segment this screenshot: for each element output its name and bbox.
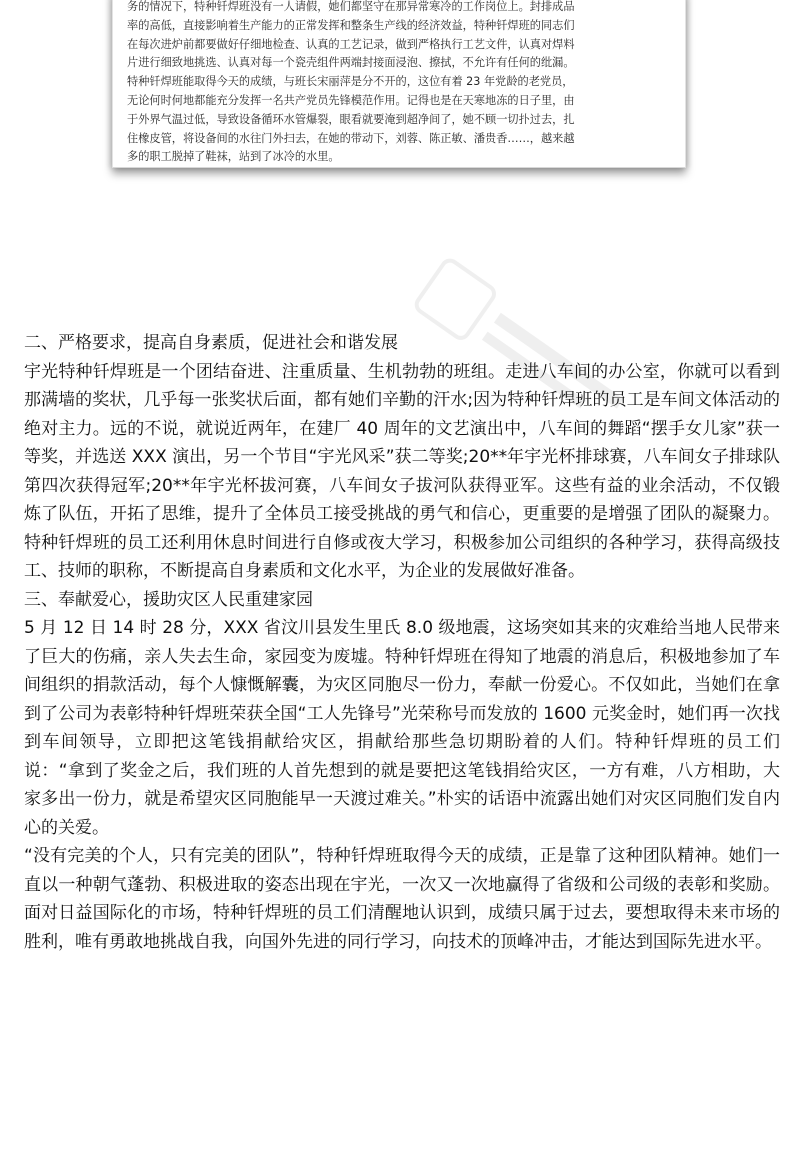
card-line: 片进行细致地挑选、认真对每一个瓷壳组件两端封接面浸泡、擦拭，不允许有任何的纰漏。 [127,56,575,70]
section-heading: 三、奉献爱心，援助灾区人民重建家园 [24,589,313,610]
card-line: 多的职工脱掉了鞋袜，站到了冰冷的水里。 [127,150,340,164]
card-line: 于外界气温过低，导致设备循环水管爆裂，眼看就要淹到超净间了，她不顾一切扑过去，扎 [127,112,575,126]
section-heading: 二、严格要求，提高自身素质，促进社会和谐发展 [24,333,398,353]
paragraph: 宇光特种钎焊班是一个团结奋进、注重质量、生机勃勃的班组。走进八车间的办公室，你就可以看到那满墙的奖状，几乎每一张奖状后面，都有她们辛勤的汗水;因为特种钎焊班的员工是车间文体活动的绝对主力。远的不说，就说近两年，在建厂 40 周年的文艺演出中，八车间的舞蹈“摆手女儿家”获一等奖，并选送 XXX 演出，另一个节目“宇光风采”获二等奖;20**年宇光杯排球赛，八车间女子排球队第四次获得冠军;20**年宇光杯拔河赛，八车间女子拔河队获得亚军。这些有益的业余活动，不仅锻炼了队伍，开拓了思维，提升了全体员工接受挑战的勇气和信心，更重要的是增强了团队的凝聚力。特种钎焊班的员工还利用休息时间进行自修或夜大学习，积极参加公司组织的各种学习，获得高级技工、技师的职称，不断提高自身素质和文化水平，为企业的发展做好准备。 [24,361,780,581]
excerpt-card [112,0,686,168]
article-body [24,329,780,956]
card-line: 务的情况下，特种钎焊班没有一人请假，她们都坚守在那异常寒冷的工作岗位上。封排成品 [127,0,575,13]
card-line: 率的高低，直接影响着生产能力的正常发挥和整条生产线的经济效益，特种钎焊班的同志们 [127,18,575,32]
paragraph: “没有完美的个人，只有完美的团队”，特种钎焊班取得今天的成绩，正是靠了这种团队精神。她们一直以一种朝气蓬勃、积极进取的姿态出现在宇光，一次又一次地赢得了省级和公司级的表彰和奖励。面对日益国际化的市场，特种钎焊班的员工们清醒地认识到，成绩只属于过去，要想取得未来市场的胜利，唯有勇敢地挑战自我，向国外先进的同行学习，向技术的顶峰冲击，才能达到国际先进水平。 [24,846,780,952]
card-line: 在每次进炉前都要做好仔细地检查、认真的工艺记录，做到严格执行工艺文件，认真对焊料 [127,37,575,51]
card-line: 特种钎焊班能取得今天的成绩，与班长宋丽萍是分不开的，这位有着 23 年党龄的老党员， [127,75,574,89]
card-line: 住橡皮管，将设备间的水往门外扫去，在她的带动下，刘蓉、陈正敏、潘贵香……，越来越 [127,131,575,145]
card-line: 无论何时何地都能充分发挥一名共产党员先锋模范作用。记得也是在天寒地冻的日子里，由 [127,93,575,107]
paragraph: 5 月 12 日 14 时 28 分，XXX 省汶川县发生里氏 8.0 级地震，这场突如其来的灾难给当地人民带来了巨大的伤痛，亲人失去生命，家园变为废墟。特种钎焊班在得知了地震的消息后，积极地参加了车间组织的捐款活动，每个人慷慨解囊，为灾区同胞尽一份力，奉献一份爱心。不仅如此，当她们在拿到了公司为表彰特种钎焊班荣获全国“工人先锋号”光荣称号而发放的 1600 元奖金时，她们再一次找到车间领导，立即把这笔钱捐献给灾区，捐献给那些急切期盼着的人们。特种钎焊班的员工们说：“拿到了奖金之后，我们班的人首先想到的就是要把这笔钱捐给灾区，一方有难，八方相助，大家多出一份力，就是希望灾区同胞能早一天渡过难关。”朴实的话语中流露出她们对灾区同胞们发自内心的关爱。 [24,618,780,838]
